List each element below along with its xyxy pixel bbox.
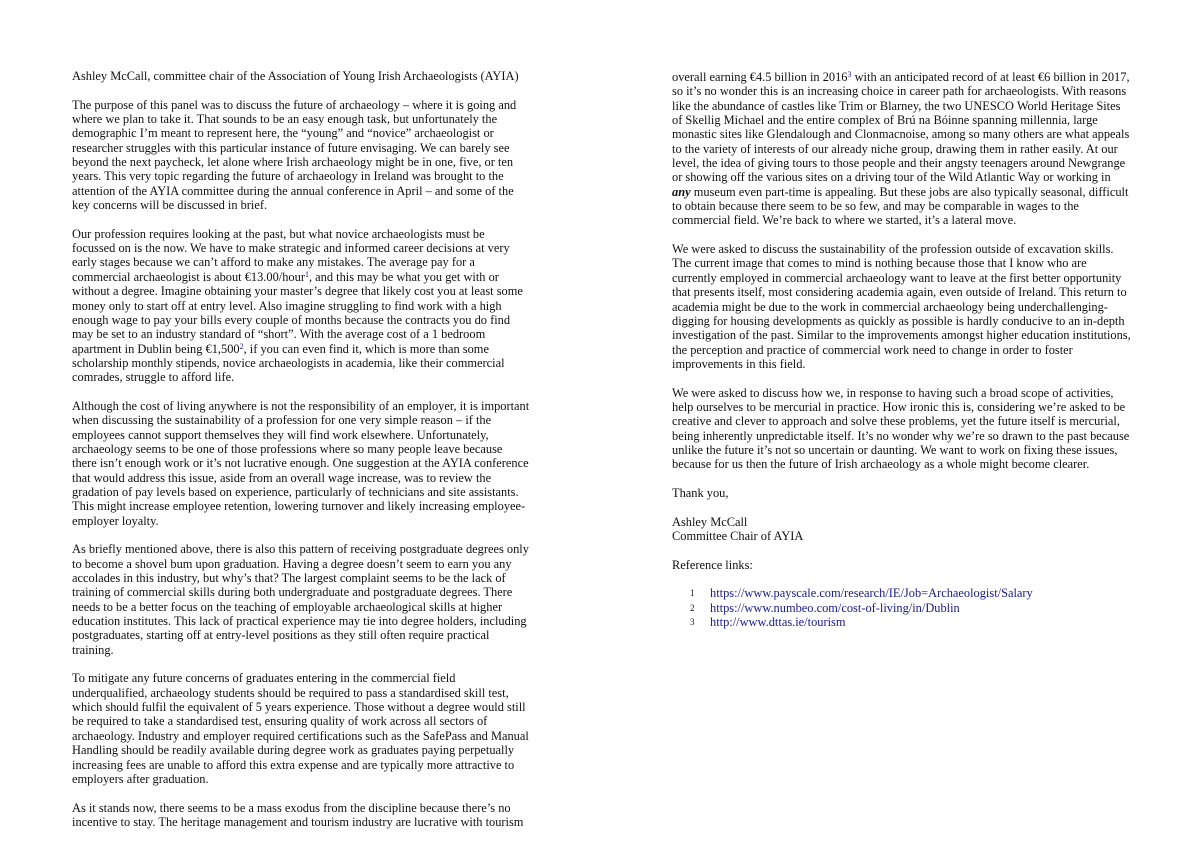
paragraph-purpose: The purpose of this panel was to discuss the future of archaeology – where it is going and where we plan to take it. That sounds to be an easy enough task, but unfortunately the demographic I’m meant to represent here, the “young” and “novice” archaeologist or researcher struggles with this particular instance of future envisaging. We can barely see beyond the next paycheck, let alone where Irish archaeology might be in one, five, or ten years. This very topic regarding the future of archaeology in Ireland was brought to the attention of the AYIA committee during the annual conference in April – and some of the key concerns will be discussed in brief. bbox=[72, 97, 517, 213]
reference-link[interactable]: https://www.numbeo.com/cost-of-living/in/Dublin bbox=[710, 600, 960, 615]
paragraph-mercurial: We were asked to discuss how we, in response to having such a broad scope of activities, help ourselves to be mercurial in practice. How ironic this is, considering we’re asked to be creative and clever to approach and solve these problems, yet the future itself is mercurial, being inherently unpredictable itself. It’s no wonder why we’re so drawn to the past because unlike the future it’s not so uncertain or daunting. We want to work on fixing these issues, because for us then the future of Irish archaeology as a whole might become clearer. bbox=[672, 385, 1130, 472]
signature-block bbox=[672, 515, 1132, 544]
reference-number: 3 bbox=[690, 617, 695, 628]
tourism-text-3: museum even part-time is appealing. But these jobs are also typically seasonal, difficult to obtain because there seem to be so few, and may be comparable in wages to the commercial field. We’re back to where we started, it’s a lateral move. bbox=[672, 184, 1129, 228]
reference-list bbox=[672, 586, 1132, 629]
signature-title: Committee Chair of AYIA bbox=[672, 529, 804, 543]
reference-item bbox=[690, 615, 1132, 629]
reference-number: 2 bbox=[690, 602, 695, 613]
author-heading: Ashley McCall, committee chair of the Association of Young Irish Archaeologists (AYIA) bbox=[72, 69, 519, 83]
paragraph-sustainability: We were asked to discuss the sustainability of the profession outside of excavation skills. The current image that comes to mind is nothing because those that I know who are currently employed in commercial archaeology want to leave at the first better opportunity that presents itself, most considering academia again, even outside of Ireland. This return to academia might be due to the work in commercial archaeology being underchallenging-digging for housing developments as quickly as possible is hardly conducive to an in-depth investigation of the past. Similar to the improvements amongst higher education institutions, the perception and practice of commercial work need to change in order to foster improvements in this field. bbox=[672, 242, 1131, 371]
tourism-text-2: with an anticipated record of at least €6 billion in 2017, so it’s no wonder this is an increasing choice in career path for archaeologists. With reasons like the abundance of castles like Trim or Blarney, the two UNESCO World Heritage Sites of Skellig Michael and the entire complex of Brú na Bóinne spanning millennia, large monastic sites like Glendalough and Clonmacnoise, among so many others are what appeals to the variety of interests of our already niche group, drawing them in rather easily. At our level, the idea of giving tours to those people and their angsty teenagers around Newgrange or showing off the various sites on a driving tour of the Wild Atlantic Way or working in bbox=[672, 70, 1130, 185]
signature-name: Ashley McCall bbox=[672, 514, 748, 529]
footnote-link-3[interactable]: 3 bbox=[847, 70, 852, 79]
emphasis-any: any bbox=[672, 184, 691, 199]
right-page bbox=[672, 70, 1132, 629]
paragraph-tourism bbox=[672, 70, 1132, 228]
pay-text-3: , if you can even find it, which is more than some scholarship monthly stipends, novice archaeologists in academia, like their commercial comrades, struggle to afford life. bbox=[72, 341, 505, 385]
footnote-link-1[interactable]: 1 bbox=[304, 269, 309, 279]
reference-link[interactable]: https://www.payscale.com/research/IE/Job=Archaeologist/Salary bbox=[710, 586, 1033, 601]
reference-item bbox=[690, 601, 1132, 615]
footnote-link-2[interactable]: 2 bbox=[239, 341, 244, 351]
pay-text-2: , and this may be what you get with or without a degree. Imagine obtaining your master’s degree that likely cost you at least some money only to start off at entry level. Also imagine struggling to find work with a high enough wage to pay your bills every couple of months because the contracts you do find may be set to an industry standard of “short”. With the average cost of a 1 bedroom apartment in Dublin being €1,500 bbox=[72, 269, 523, 356]
paragraph-pay bbox=[72, 227, 530, 385]
reference-number: 1 bbox=[690, 588, 695, 599]
reference-item bbox=[690, 586, 1132, 600]
paragraph-mitigate: To mitigate any future concerns of graduates entering in the commercial field underqualified, archaeology students should be required to pass a standardised skill test, which should fulfil the equivalent of 5 years experience. Those without a degree would still be required to take a standardised test, ensuring quality of work across all sectors of archaeology. Industry and employer required certifications such as the SafePass and Manual Handling should be readily available during degree work as graduates paying perpetually increasing fees are unable to afford this extra expense and are typically more attractive to employers after graduation. bbox=[72, 671, 529, 786]
paragraph-postgraduate: As briefly mentioned above, there is also this pattern of receiving postgraduate degrees only to become a shovel bum upon graduation. Having a degree doesn’t seem to earn you any accolades in this industry, but why’s that? The largest complaint seems to be the lack of training of commercial skills during both undergraduate and postgraduate degrees. There needs to be a better focus on the teaching of employable archaeological skills at higher education institutes. This lack of practical experience may tie into degree holders, including postgraduates, starting off at entry-level positions as they still often require practical training. bbox=[72, 542, 529, 657]
paragraph-cost-of-living: Although the cost of living anywhere is not the responsibility of an employer, it is important when discussing the sustainability of a profession for one very simple reason – if the employees cannot support themselves they will find work elsewhere. Unfortunately, archaeology seems to be one of those professions where so many people leave because there isn’t enough work or it’s not lucrative enough. One suggestion at the AYIA conference that would address this issue, aside from an overall wage increase, was to review the gradation of pay levels based on experience, particularly of technicians and site assistants. This might increase employee retention, lowering turnover and likely increasing employee-employer loyalty. bbox=[72, 398, 530, 528]
thanks-line: Thank you, bbox=[672, 485, 729, 500]
reference-link[interactable]: http://www.dttas.ie/tourism bbox=[710, 615, 846, 630]
left-page bbox=[72, 69, 530, 829]
tourism-text-1: overall earning €4.5 billion in 2016 bbox=[672, 70, 848, 84]
pay-text-1: Our profession requires looking at the past, but what novice archaeologists must be focussed on is the now. We have to make strategic and informed career decisions at very early stages because we can’t afford to make any mistakes. The average pay for a commercial archaeologist is about €13.00/hour bbox=[72, 226, 510, 284]
references-heading: Reference links: bbox=[672, 557, 753, 572]
paragraph-exodus: As it stands now, there seems to be a mass exodus from the discipline because there’s no incentive to stay. The heritage management and tourism industry are lucrative with tourism bbox=[72, 800, 524, 829]
